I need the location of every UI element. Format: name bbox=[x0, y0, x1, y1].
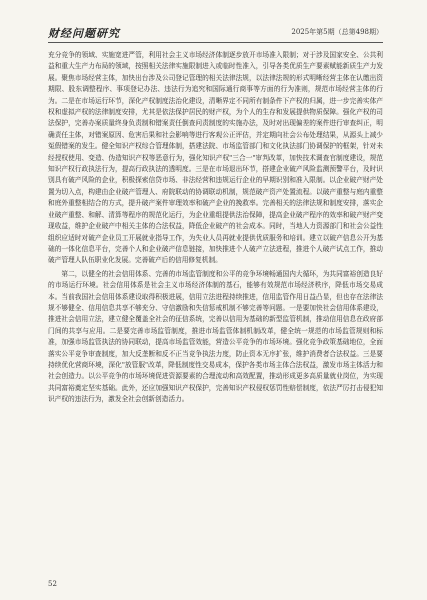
page-number: 52 bbox=[48, 580, 57, 588]
body-text bbox=[48, 50, 383, 406]
journal-logo: 财经问题研究 bbox=[48, 27, 120, 40]
issue-info: 2025年第5期（总第498期） bbox=[291, 28, 383, 36]
paragraph-2: 第二，以健全的社会信用体系、完善的市场监管制度和公平的竞争环境畅通国内大循环，为共同富裕创造良好的市场运行环境。社会信用体系是社会主义市场经济体制的基石，能够有效规范市场经济秩序，降低市场交易成本。当前我国社会信用体系建设取得积极进展，信用立法进程持续推进，信用监管作用日益凸显，但也存在法律法规不够健全、信用信息共享不够充分、守信激励和失信惩戒机制不够完善等问题。一是要加快社会信用体系建设，推进社会信用立法，建立健全覆盖全社会的征信系统，完善以信用为基础的新型监管机制，推动信用信息在政府部门间的共享与应用。二是要完善市场监管制度，推进市场监管体制机制改革，健全统一规范的市场监管规则和标准，加强市场监管执法的协同联动，提高市场监管效能，营造公平竞争的市场环境。强化竞争政策基础地位，全面落实公平竞争审查制度，加大反垄断和反不正当竞争执法力度，防止资本无序扩张，维护消费者合法权益。三是要持续优化营商环境，深化"放管服"改革，降低制度性交易成本，保护各类市场主体合法权益，激发市场主体活力和社会创造力。以公平竞争的市场环境促进资源要素的合理流动和高效配置，推动形成更多高质量就业岗位，为实现共同富裕奠定坚实基础。此外，还应加强知识产权保护，完善知识产权侵权惩罚性赔偿制度，依法严厉打击侵犯知识产权的违法行为，激发全社会创新创造活力。 bbox=[48, 269, 383, 404]
running-header bbox=[48, 24, 383, 43]
paragraph-1: 充分竞争的领域、实施宽进严管，利用社会主义市场经济体制逐步放开市场准入限制；对于涉及国家安全、公共利益和重大生产力布局的领域，按照相关法律实施限制进入或临时性准入，引导各类优质生产要素赋能新质生产力发展。聚焦市场经营主体，加快出台涉及公司登记管理的相关法律法规，以法律法规的形式明晰经营主体在认缴出资期限、股东调整程序、事项登记办法、违法行为追究和国际通行商事等方面的行为准则，规范市场经营主体的行为。二是在市场运行环节，深化产权制度法治化建设，清晰界定不同所有制条件下产权的归属，进一步完善实体产权和虚拟产权的法律制度安排，尤其是依法保护居民的财产权，为个人的生存和发展提供物质保障。强化产权的司法保护，完善办案质量终身负责制和错案责任倒查问责制度的实施办法，及时对出现偏差的案件进行审查纠正，明确责任主体，对错案原因、危害后果和社会影响等进行客观公正评估，并定期向社会公布处理结果，从源头上减少冤假错案的发生。健全知识产权综合管理体制，搭建法院、市场监管部门和文化执法部门协调保护的框架，针对未经授权使用、变造、伪造知识产权等恶意行为，强化知识产权"三合一"审判改革，加快技术调查官制度建设，规范知识产权行政执法行为，提高行政执法的透明度。三是在市场退出环节，搭建企业破产风险监测预警平台，及时识别具有破产风险的企业，积极探索信贷市场、非法经营和违规运行企业的早期识别和准入限制。以企业破产财产处置为切入点，构建由企业破产管理人、府院联动的协调联动机制，规范破产资产处置流程。以破产重整与庭内重整和庭外重整相结合的方式，提升破产案件审理效率和破产企业的挽救率。完善相关的法律法规和制度安排，落实企业破产重整、和解、清算等程序的规范化运行，为企业重组提供法治保障，提高企业破产程序的效率和破产财产变现收益，维护企业破产中相关主体的合法权益，降低企业破产的社会成本。同时，当地人力资源部门和社会公益性组织应适时对破产企业员工开展就业指导工作，为失业人员再就业提供优质服务和培训。建立以破产信息公开为基础的一体化信息平台，完善个人和企业破产信息链接，加快推进个人破产立法进程，推进个人破产试点工作，推动破产管理人队伍职业化发展。完善破产后的信用修复机制。 bbox=[48, 51, 383, 265]
